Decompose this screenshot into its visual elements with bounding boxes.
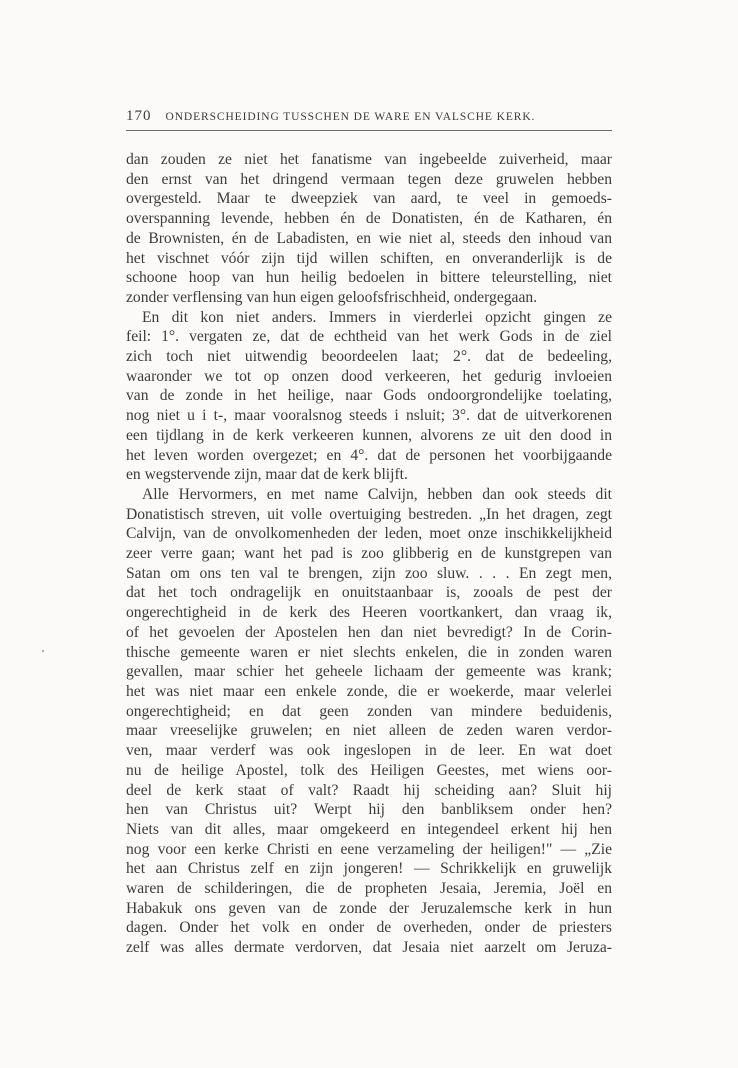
paragraph-3 [126,485,612,958]
paragraph-2 [126,308,612,485]
text-line: Habakuk ons geven van de zonde der Jeruzalemsche kerk in hun [126,899,612,917]
text-line: overspanning levende, hebben én de Donatisten, én de Katharen, én [126,210,612,228]
paragraph-1 [126,150,612,308]
text-line: zonder verflensing van hun eigen geloofsfrischheid, ondergegaan. [126,288,538,306]
text-line: Calvijn, van de onvolkomenheden der leden, moet onze inschikkelijkheid [126,525,612,543]
text-line: waren de schilderingen, die de propheten Jesaia, Jeremia, Joël en [126,880,612,898]
text-line: hen van Christus uit? Werpt hij den banbliksem onder hen? [126,801,612,819]
text-line: nog voor een kerke Christi en eene verzameling der heiligen!" — „Zie [126,840,612,858]
text-line: waaronder we tot op onzen dood verkeeren, het gedurig invloeien [126,367,612,385]
text-line: deel de kerk staat of valt? Raadt hij scheiding aan? Sluit hij [126,781,612,799]
text-line: het was niet maar een enkele zonde, die er woekerde, maar velerlei [126,682,612,700]
text-line: dat het toch ondragelijk en onuitstaanbaar is, zooals de pest der [126,584,612,602]
text-line: ongerechtigheid in de kerk des Heeren voortkankert, dan vraag ik, [126,604,612,622]
page-number: 170 [126,108,152,124]
text-line: maar vreeselijke gruwelen; en niet alleen de zeden waren verdor- [126,722,612,740]
text-line: ongerechtigheid; en dat geen zonden van mindere beduidenis, [126,702,612,720]
text-line: of het gevoelen der Apostelen hen dan niet bevredigt? In de Corin- [126,623,612,641]
text-line: en wegstervende zijn, maar dat de kerk blijft. [126,466,408,484]
text-line: nog niet u i t-, maar vooralsnog steeds i nsluit; 3°. dat de uitverkorenen [126,407,612,425]
text-line: Alle Hervormers, en met name Calvijn, hebben dan ook steeds dit [142,485,612,503]
text-line: Donatistisch streven, uit volle overtuiging bestreden. „In het dragen, zegt [126,505,612,523]
text-line: gevallen, maar schier het geheele lichaam der gemeente was krank; [126,663,612,681]
text-line: feil: 1°. vergaten ze, dat de echtheid van het werk Gods in de ziel [126,328,612,346]
body-text [126,150,612,958]
text-line: het leven worden overgezet; en 4°. dat de personen het voorbijgaande [126,446,612,464]
text-line: een tijdlang in de kerk verkeeren kunnen, alvorens ze uit den dood in [126,426,612,444]
text-line: van de zonde in het heilige, naar Gods ondoorgrondelijke toelating, [126,387,612,405]
text-line: En dit kon niet anders. Immers in vierderlei opzicht gingen ze [142,308,612,326]
text-line: het aan Christus zelf en zijn jongeren! — Schrikkelijk en gruwelijk [126,860,612,878]
text-line: nu de heilige Apostel, tolk des Heiligen Geestes, met wiens oor- [126,761,612,779]
text-line: ven, maar verderf was ook ingeslopen in de leer. En wat doet [126,742,612,760]
text-line: den ernst van het dringend vermaan tegen deze gruwelen hebben [126,170,612,188]
running-head-title: ONDERSCHEIDING TUSSCHEN DE WARE EN VALSCHE KERK. [165,111,536,123]
running-head [126,107,616,125]
text-line: het vischnet vóór zijn tijd willen schiften, en onveranderlijk is de [126,249,612,267]
text-line: thische gemeente waren er niet slechts enkelen, die in zonden waren [126,643,612,661]
text-line: overgesteld. Maar te dweepziek van aard, te veel in gemoeds- [126,190,612,208]
text-line: dan zouden ze niet het fanatisme van ingebeelde zuiverheid, maar [126,151,612,168]
text-line: zeer verre gaan; want het pad is zoo glibberig en de kunstgrepen van [126,545,612,563]
text-line: de Brownisten, én de Labadisten, en wie niet al, steeds den inhoud van [126,229,612,247]
text-line: zich toch niet uitwendig beoordeelen laat; 2°. dat de bedeeling, [126,348,612,366]
text-line: zelf was alles dermate verdorven, dat Jesaia niet aarzelt om Jeruza- [126,939,612,957]
text-line: Satan om ons ten val te brengen, zijn zoo sluw. . . . En zegt men, [126,564,612,582]
paper-speck [42,650,44,652]
header-rule [126,130,612,131]
text-line: schoone hoop van hun heilig bedoelen in bittere teleurstelling, niet [126,269,612,287]
text-line: dagen. Onder het volk en onder de overheden, onder de priesters [126,919,612,937]
text-line: Niets van dit alles, maar omgekeerd en integendeel erkent hij hen [126,820,612,838]
